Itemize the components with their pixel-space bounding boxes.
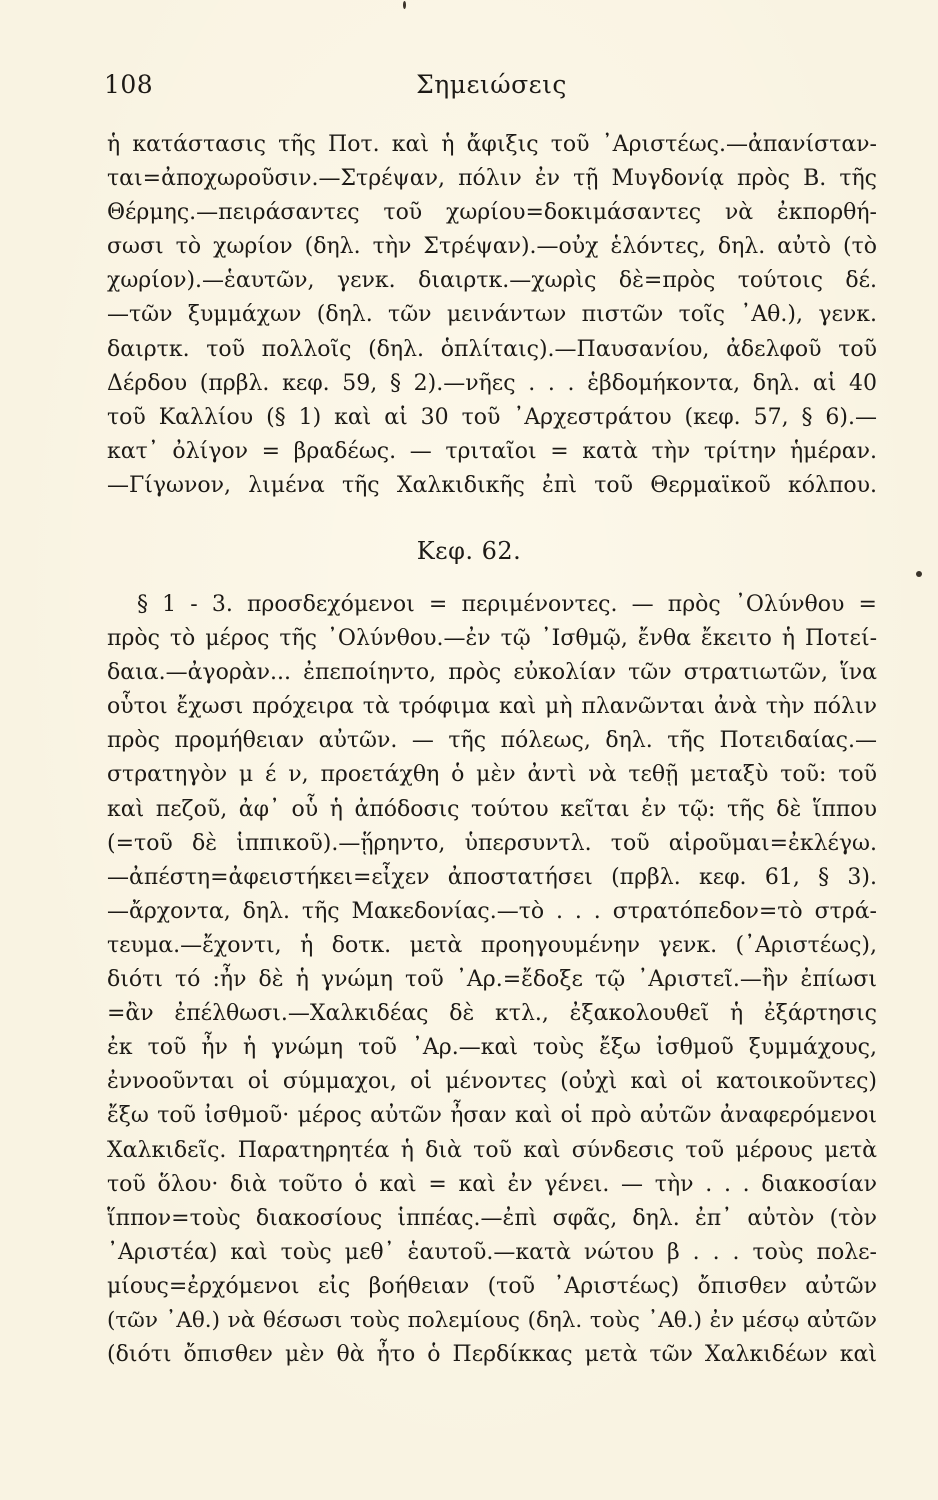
text-line: § 1 - 3. προσδεχόμενοι = περιμένοντες. — πρὸς ᾿Ολύνθου = — [137, 592, 877, 617]
text-line: μίους=ἐρχόμενοι εἰς βοήθειαν (τοῦ ᾿Αριστέως) ὄπισθεν αὐτῶν — [107, 1273, 877, 1299]
text-line: Δέρδου (πρβλ. κεφ. 59, § 2).—νῆες . . . ἑβδομήκοντα, δηλ. αἱ 40 — [107, 370, 877, 396]
text-line: =ἂν ἐπέλθωσι.—Χαλκιδέας δὲ κτλ., ἐξακολουθεῖ ἡ ἐξάρτησις — [107, 1001, 877, 1027]
text-line: τοῦ ὅλου· διὰ τοῦτο ὁ καὶ = καὶ ἐν γένει. — τὴν . . . διακοσίαν — [107, 1171, 877, 1197]
text-line: (διότι ὄπισθεν μὲν θὰ ἦτο ὁ Περδίκκας μετὰ τῶν Χαλκιδέων καὶ — [107, 1342, 877, 1368]
text-line: —τῶν ξυμμάχων (δηλ. τῶν μεινάντων πιστῶν τοῖς ᾿Αθ.), γενκ. — [107, 302, 877, 328]
text-line: κατ᾿ ὀλίγον = βραδέως. — τριταῖοι = κατὰ τὴν τρίτην ἡμέραν. — [107, 438, 877, 464]
text-line: ται=ἀποχωροῦσιν.—Στρέψαν, πόλιν ἐν τῇ Μυγδονίᾳ πρὸς Β. τῆς — [107, 166, 877, 192]
chapter-heading: Κεφ. 62. — [416, 537, 522, 565]
text-line: (=τοῦ δὲ ἱππικοῦ).—ᾕρηντο, ὑπερσυντλ. τοῦ αἱροῦμαι=ἐκλέγω. — [107, 830, 877, 856]
text-line: τευμα.—ἔχοντι, ἡ δοτκ. μετὰ προηγουμένην γενκ. (᾿Αριστέως), — [107, 932, 877, 958]
text-line: Χαλκιδεῖς. Παρατηρητέα ἡ διὰ τοῦ καὶ σύνδεσις τοῦ μέρους μετὰ — [107, 1137, 877, 1163]
ink-speck — [916, 571, 922, 577]
text-line: ἐκ τοῦ ἦν ἡ γνώμη τοῦ ᾿Αρ.—καὶ τοὺς ἔξω ἰσθμοῦ ξυμμάχους, — [107, 1035, 877, 1061]
text-line: διότι τό :ἦν δὲ ἡ γνώμη τοῦ ᾿Αρ.=ἔδοξε τῷ ᾿Αριστεῖ.—ἢν ἐπίωσι — [107, 967, 877, 993]
text-line: σωσι τὸ χωρίον (δηλ. τὴν Στρέψαν).—οὐχ ἑλόντες, δηλ. αὐτὸ (τὸ — [107, 234, 877, 260]
text-line: δαιρτκ. τοῦ πολλοῖς (δηλ. ὁπλίταις).—Παυσανίου, ἀδελφοῦ τοῦ — [107, 336, 877, 362]
ink-speck — [403, 1, 406, 9]
text-line: οὗτοι ἔχωσι πρόχειρα τὰ τρόφιμα καὶ μὴ πλανῶνται ἀνὰ τὴν πόλιν — [107, 694, 877, 720]
text-line: χωρίον).—ἑαυτῶν, γενκ. διαιρτκ.—χωρὶς δὲ=πρὸς τούτοις δέ. — [107, 268, 877, 294]
text-line: —ἀπέστη=ἀφειστήκει=εἶχεν ἀποστατήσει (πρβλ. κεφ. 61, § 3). — [107, 864, 877, 890]
text-line: τοῦ Καλλίου (§ 1) καὶ αἱ 30 τοῦ ᾿Αρχεστράτου (κεφ. 57, § 6).— — [107, 404, 877, 430]
text-line: Θέρμης.—πειράσαντες τοῦ χωρίου=δοκιμάσαντες νὰ ἐκπορθή- — [107, 200, 877, 226]
running-head — [104, 70, 879, 110]
text-line: πρὸς τὸ μέρος τῆς ᾿Ολύνθου.—ἐν τῷ ᾿Ισθμῷ, ἔνθα ἔκειτο ἡ Ποτεί- — [107, 626, 877, 652]
text-line: ἵππον=τοὺς διακοσίους ἱππέας.—ἐπὶ σφᾶς, δηλ. ἐπ᾿ αὐτὸν (τὸν — [107, 1205, 877, 1231]
notes-paragraph-2 — [107, 588, 877, 1372]
text-line: ἐννοοῦνται οἱ σύμμαχοι, οἱ μένοντες (οὐχὶ καὶ οἱ κατοικοῦντες) — [107, 1069, 877, 1095]
running-title: Σημειώσεις — [416, 70, 567, 99]
text-line: ᾿Αριστέα) καὶ τοὺς μεθ᾿ ἑαυτοῦ.—κατὰ νώτου β . . . τοὺς πολε- — [107, 1239, 877, 1265]
text-line: καὶ πεζοῦ, ἀφ᾿ οὗ ἡ ἀπόδοσις τούτου κεῖται ἐν τῷ: τῆς δὲ ἵππου — [107, 796, 877, 822]
text-line: στρατηγὸν μ έ ν, προετάχθη ὁ μὲν ἀντὶ νὰ τεθῇ μεταξὺ τοῦ: τοῦ — [107, 762, 877, 788]
text-line: ἔξω τοῦ ἰσθμοῦ· μέρος αὐτῶν ἦσαν καὶ οἱ πρὸ αὐτῶν ἀναφερόμενοι — [107, 1103, 877, 1129]
text-line: δαια.—ἀγορὰν... ἐπεποίηντο, πρὸς εὐκολίαν τῶν στρατιωτῶν, ἵνα — [107, 660, 877, 686]
notes-paragraph-1 — [107, 128, 877, 503]
text-line: ἡ κατάστασις τῆς Ποτ. καὶ ἡ ἄφιξις τοῦ ᾿Αριστέως.—ἀπανίσταν- — [107, 132, 877, 157]
text-line: —ἄρχοντα, δηλ. τῆς Μακεδονίας.—τὸ . . . στρατόπεδον=τὸ στρά- — [107, 898, 877, 924]
text-line: (τῶν ᾿Αθ.) νὰ θέσωσι τοὺς πολεμίους (δηλ. τοὺς ᾿Αθ.) ἐν μέσῳ αὐτῶν — [107, 1307, 877, 1333]
text-line: —Γίγωνον, λιμένα τῆς Χαλκιδικῆς ἐπὶ τοῦ Θερμαϊκοῦ κόλπου. — [107, 472, 877, 498]
text-line: πρὸς προμήθειαν αὐτῶν. — τῆς πόλεως, δηλ. τῆς Ποτειδαίας.— — [107, 728, 877, 754]
page-number: 108 — [104, 70, 154, 99]
